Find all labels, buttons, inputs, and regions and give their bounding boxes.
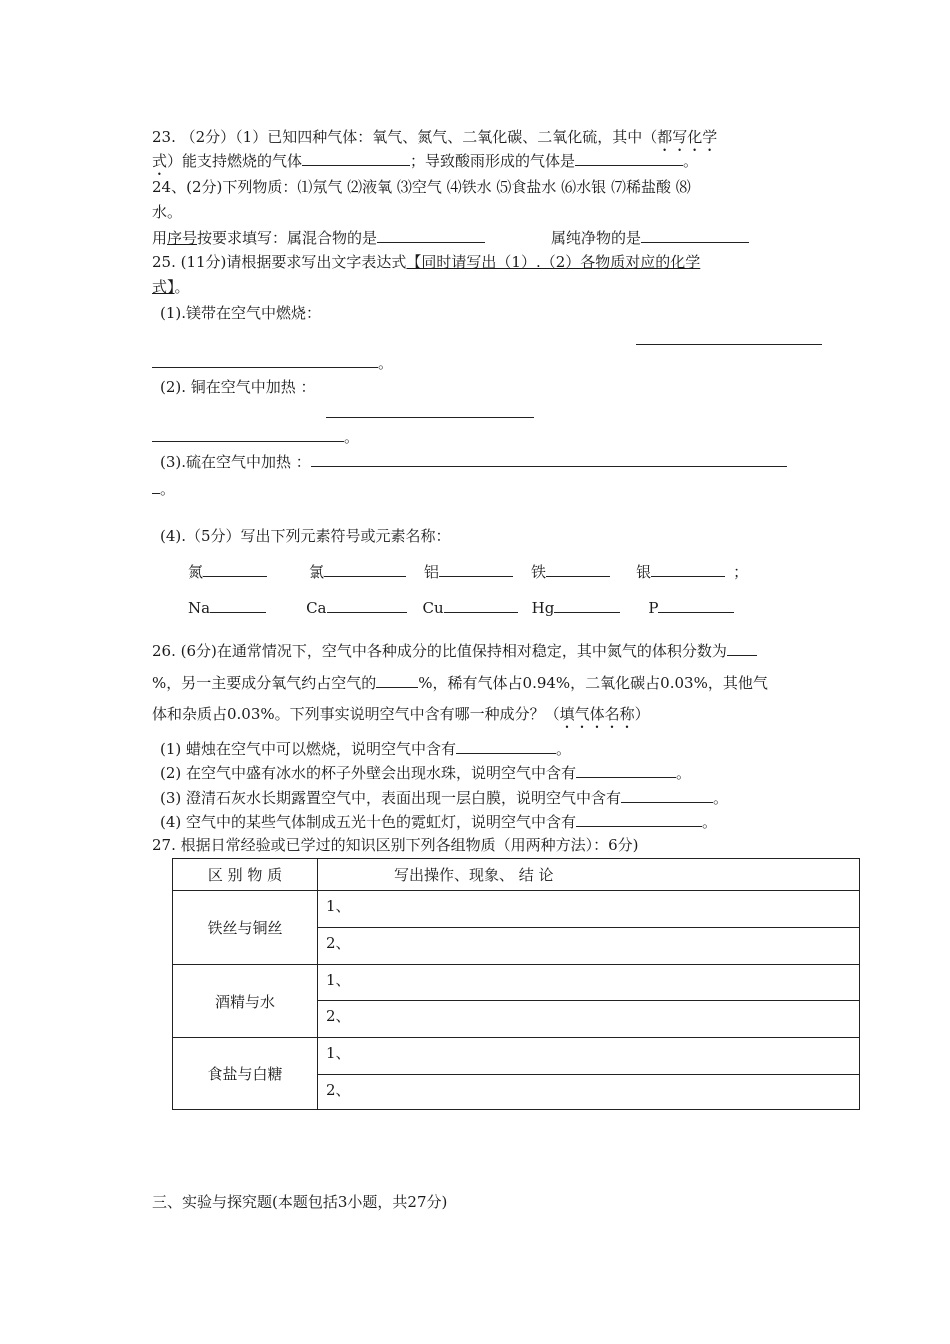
q25-item3: (3).硫在空气中加热 ： xyxy=(160,451,787,472)
element-blank[interactable] xyxy=(651,561,725,577)
element-blank[interactable] xyxy=(554,597,620,613)
q25-item3-blank-a[interactable] xyxy=(311,451,787,467)
q24-underlined-term: 序号 xyxy=(167,229,198,247)
q25-item1: (1).镁带在空气中燃烧： xyxy=(160,304,322,322)
table-row xyxy=(173,891,860,928)
q27-table xyxy=(172,858,860,1110)
method-cell[interactable]: 2、 xyxy=(318,1075,860,1110)
q26-line1: 26. (6分)在通常情况下，空气中各种成分的比值保持相对稳定，其中氮气的体积分数为 xyxy=(152,640,757,661)
q25-elements-row2: Na Ca Cu Hg P xyxy=(188,597,734,618)
q26-line3: 体和杂质占0.03%。下列事实说明空气中含有哪一种成分？（填气体名称） xyxy=(152,705,650,723)
q26-item1-blank[interactable] xyxy=(456,738,556,754)
q27-title: 27. 根据日常经验或已学过的知识区别下列各组物质（用两种方法）：6分) xyxy=(152,836,639,854)
q25-line2: 式】。 xyxy=(152,278,190,296)
q26-item3-blank[interactable] xyxy=(621,787,713,803)
element-blank[interactable] xyxy=(444,597,518,613)
q26-line2: %，另一主要成分氧气约占空气的 %，稀有气体占0.94%，二氧化碳占0.03%，其他气 xyxy=(152,674,768,692)
q23-emphasis-1: 都写化学 xyxy=(657,128,718,146)
q26-emphasis: 填气体名称 xyxy=(559,705,635,723)
q25-item2-line2: 。 xyxy=(152,426,359,447)
q25-item2: (2). 铜在空气中加热 ： xyxy=(160,378,316,396)
q25-item4: (4).（5分）写出下列元素符号或元素名称： xyxy=(160,527,451,545)
q26-item4: (4) 空气中的某些气体制成五光十色的霓虹灯，说明空气中含有 。 xyxy=(160,813,718,831)
element-blank[interactable] xyxy=(546,561,610,577)
q25-item1-line2: 。 xyxy=(152,352,393,373)
q24-line1: 24、(2分)下列物质：⑴氖气 ⑵液氧 ⑶空气 ⑷铁水 ⑸食盐水 ⑹水银 ⑺稀盐酸 ⑻ xyxy=(152,178,691,196)
method-cell[interactable]: 1、 xyxy=(318,891,860,928)
table-header-row xyxy=(173,859,860,891)
pair-cell: 铁丝与铜丝 xyxy=(173,891,318,965)
pair-cell: 食盐与白糖 xyxy=(173,1038,318,1110)
q24-blank-pure[interactable] xyxy=(641,227,749,243)
q25-item1-blank-a[interactable] xyxy=(636,344,822,345)
element-blank[interactable] xyxy=(210,597,266,613)
q25-elements-row1: 氮 氯 铝 铁 银 ； xyxy=(188,563,749,581)
q26-item2-blank[interactable] xyxy=(576,762,676,778)
q25-item2-blank-a[interactable] xyxy=(326,417,534,418)
q24-blank-mixture[interactable] xyxy=(377,227,485,243)
q26-blank-oxygen[interactable] xyxy=(376,672,418,688)
method-cell[interactable]: 1、 xyxy=(318,965,860,1001)
header-cell-method: 写出操作、现象、 结 论 xyxy=(318,859,860,891)
q23-line1: 23. （2分）（1）已知四种气体：氧气、氮气、二氧化碳、二氧化硫，其中（都写化学 xyxy=(152,128,718,146)
q26-blank-nitrogen[interactable] xyxy=(727,640,757,656)
q26-item3: (3) 澄清石灰水长期露置空气中，表面出现一层白膜，说明空气中含有 。 xyxy=(160,789,729,807)
q25-item3-line2: 。 xyxy=(152,478,175,499)
section3-heading: 三、实验与探究题(本题包括3小题，共27分) xyxy=(152,1193,448,1211)
q26-item2: (2) 在空气中盛有冰水的杯子外壁会出现水珠，说明空气中含有 。 xyxy=(160,764,692,782)
method-cell[interactable]: 2、 xyxy=(318,1001,860,1038)
q25-item1-blank-b[interactable] xyxy=(152,352,378,368)
q26-item1: (1) 蜡烛在空气中可以燃烧，说明空气中含有 。 xyxy=(160,740,572,758)
q25-line1: 25. (11分)请根据要求写出文字表达式【同时请写出（1）.（2）各物质对应的化学 xyxy=(152,253,701,271)
element-blank[interactable] xyxy=(439,561,513,577)
table-row xyxy=(173,965,860,1001)
table-row xyxy=(173,1038,860,1075)
q24-line2: 水。 xyxy=(152,203,183,221)
q23-blank-1[interactable] xyxy=(302,150,410,166)
element-blank[interactable] xyxy=(203,561,267,577)
header-cell-substances: 区 别 物 质 xyxy=(173,859,318,891)
pair-cell: 酒精与水 xyxy=(173,965,318,1038)
q23-emphasis-2: 式 xyxy=(152,152,168,170)
q23-blank-2[interactable] xyxy=(575,150,683,166)
element-blank[interactable] xyxy=(324,561,406,577)
method-cell[interactable]: 2、 xyxy=(318,928,860,965)
method-cell[interactable]: 1、 xyxy=(318,1038,860,1075)
q24-line3: 用序号按要求填写：属混合物的是 属纯净物的是 xyxy=(152,227,749,248)
element-blank[interactable] xyxy=(327,597,407,613)
q23-line2: 式）能支持燃烧的气体 ；导致酸雨形成的气体是 。 xyxy=(152,152,699,170)
q25-item3-blank-b[interactable] xyxy=(152,478,160,494)
q25-item2-blank-b[interactable] xyxy=(152,426,344,442)
element-blank[interactable] xyxy=(658,597,734,613)
q26-item4-blank[interactable] xyxy=(576,811,702,827)
q25-instruction: 【同时请写出（1）.（2）各物质对应的化学 xyxy=(406,253,701,271)
